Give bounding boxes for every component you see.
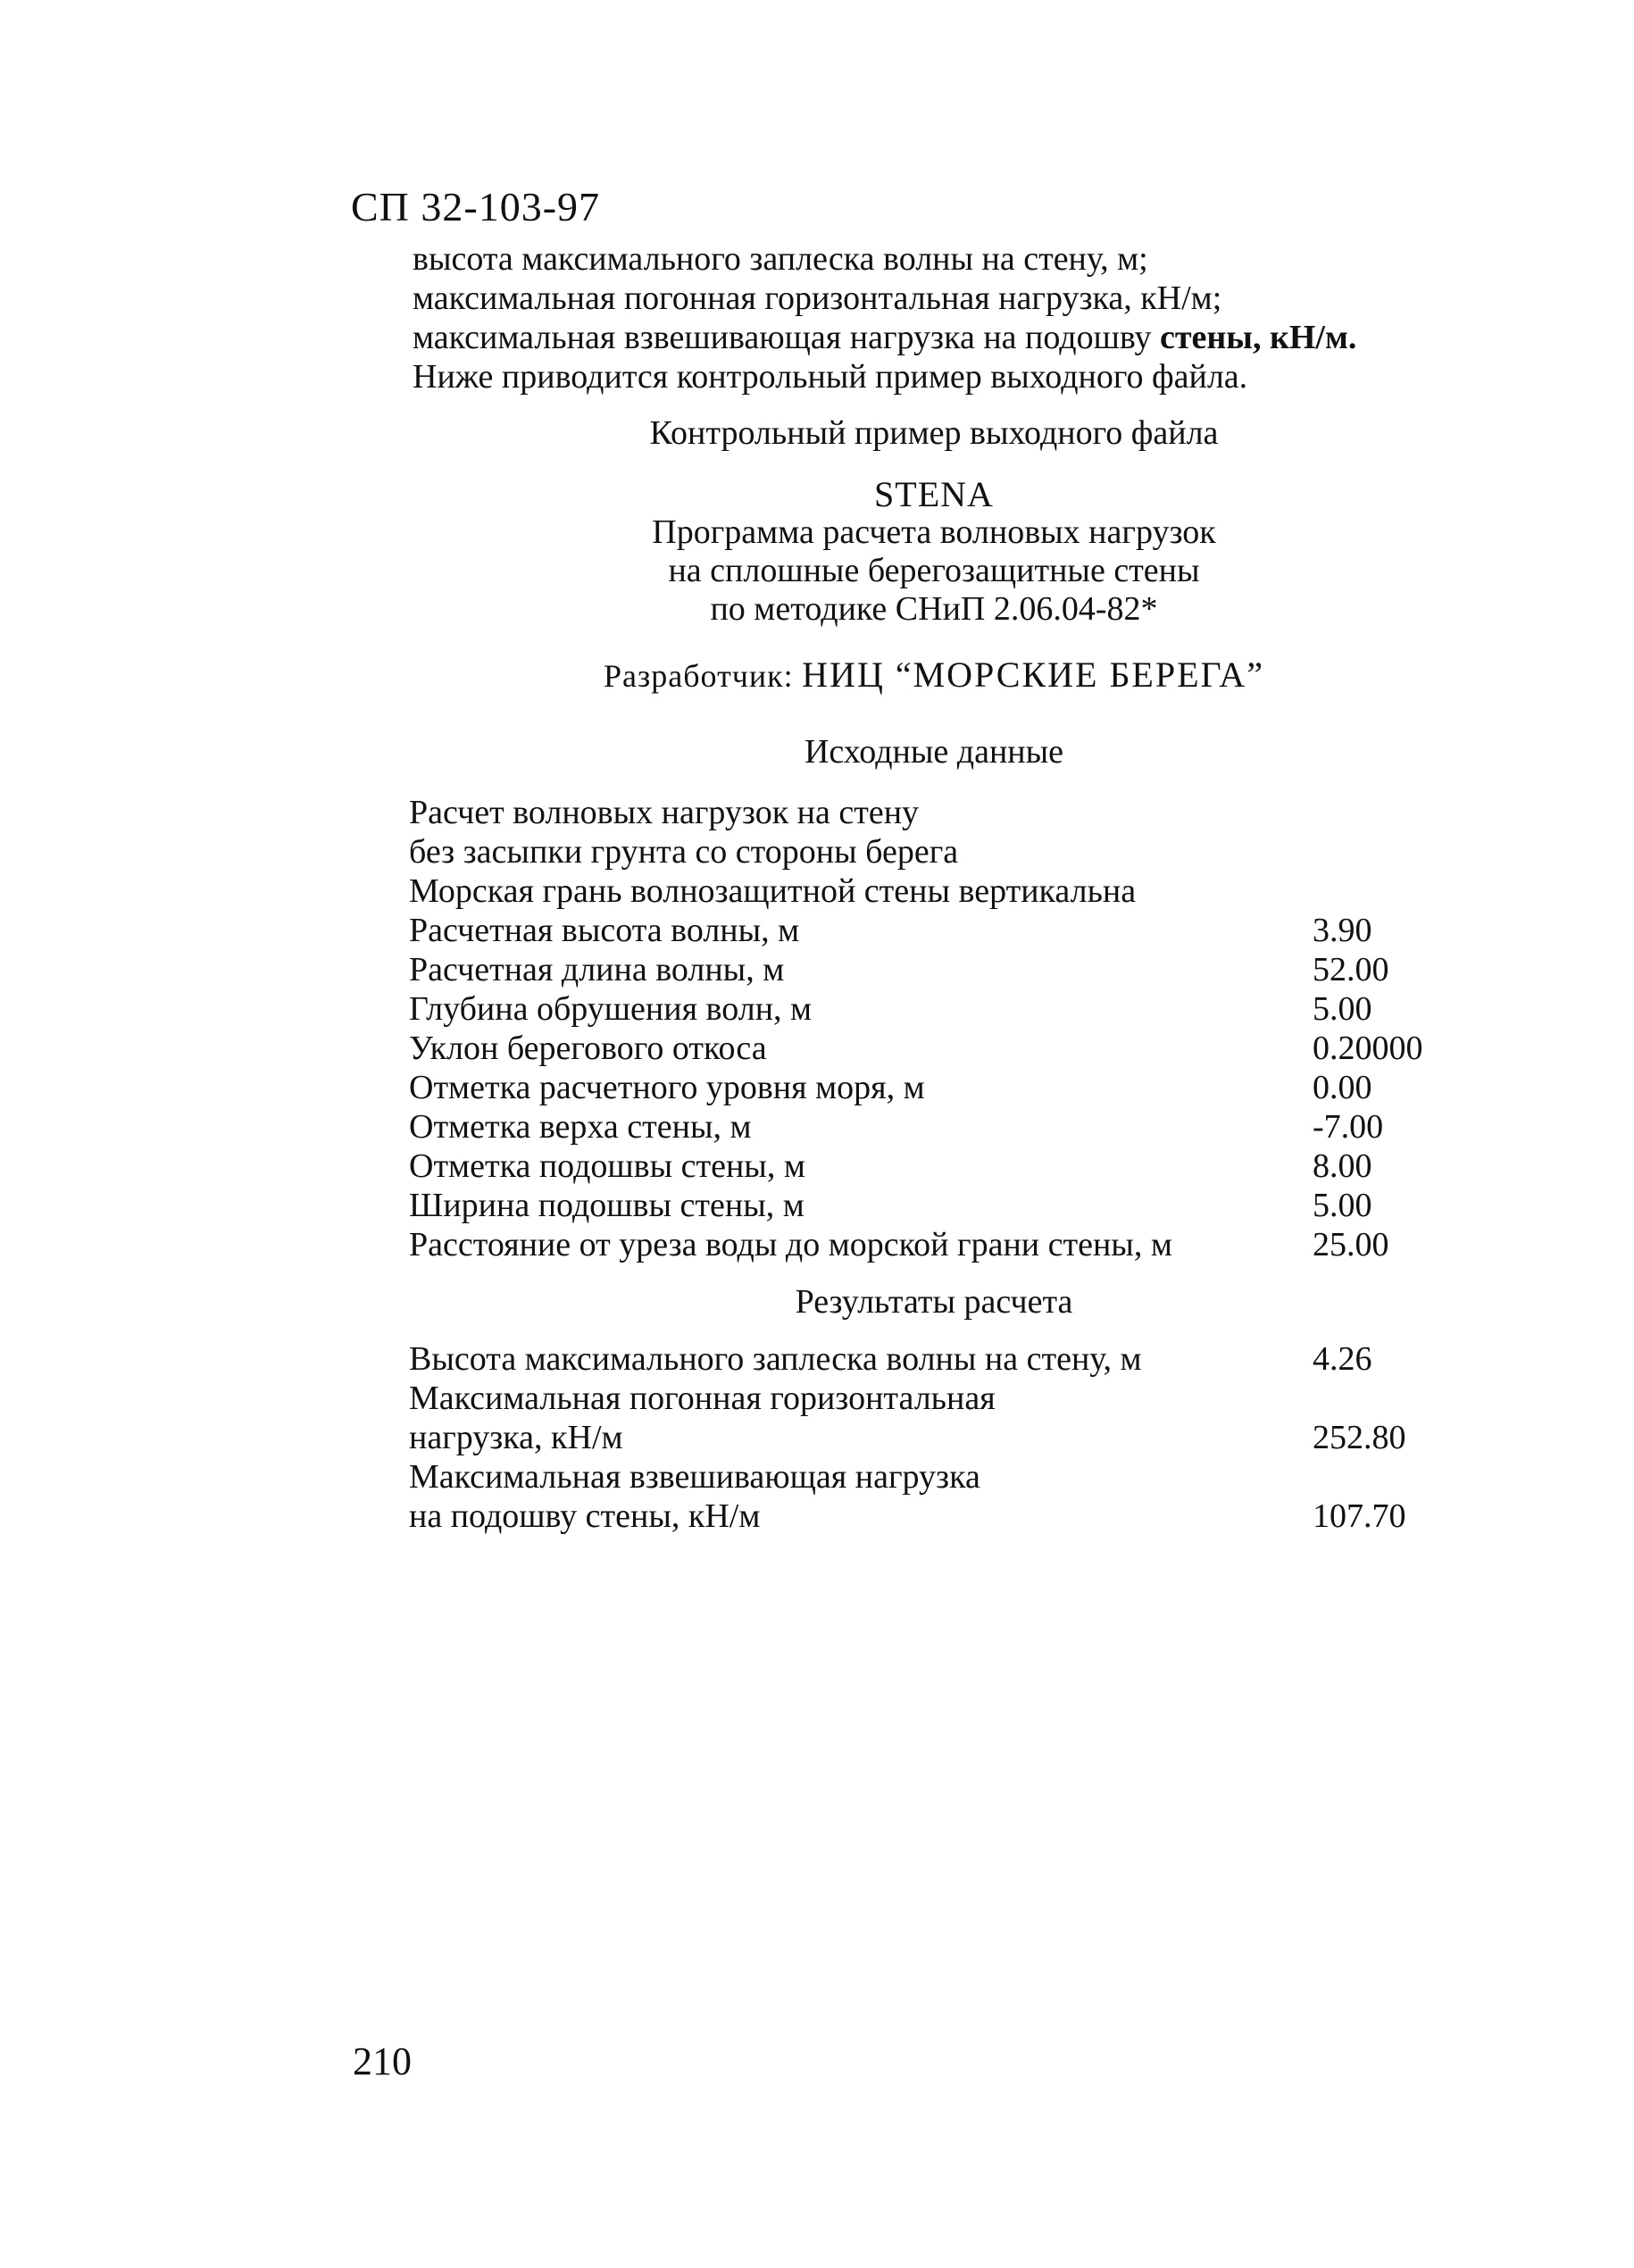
result-value: 107.70 <box>1313 1497 1406 1535</box>
result-label: Высота максимального заплеска волны на стену, м <box>409 1340 1142 1378</box>
parameter-value: 0.00 <box>1313 1069 1372 1106</box>
program-description-line: по методике СНиП 2.06.04-82* <box>710 590 1158 628</box>
parameter-value: -7.00 <box>1313 1108 1384 1146</box>
program-name: STENA <box>874 474 994 514</box>
parameter-label: Отметка подошвы стены, м <box>409 1147 805 1185</box>
parameter-value: 3.90 <box>1313 912 1372 949</box>
parameter-value: 25.00 <box>1313 1226 1389 1263</box>
intro-line: высота максимального заплеска волны на стену, м; <box>413 240 1148 278</box>
parameter-label: Расстояние от уреза воды до морской грани стены, м <box>409 1226 1172 1263</box>
developer-label: Разработчик: <box>604 658 794 694</box>
parameter-label: Глубина обрушения волн, м <box>409 990 813 1028</box>
parameter-label: Уклон берегового откоса <box>409 1030 767 1067</box>
intro-line-bold: стены, кН/м. <box>1160 319 1357 356</box>
developer-line <box>0 654 1634 696</box>
section-title: Контрольный пример выходного файла <box>649 414 1219 452</box>
result-value: 4.26 <box>1313 1340 1372 1378</box>
result-label: Максимальная взвешивающая нагрузка <box>409 1458 980 1496</box>
intro-line-text: максимальная взвешивающая нагрузка на подошву <box>413 319 1152 356</box>
parameter-label: Расчетная высота волны, м <box>409 912 800 949</box>
parameter-value: 5.00 <box>1313 990 1372 1028</box>
result-value: 252.80 <box>1313 1419 1406 1456</box>
parameter-value: 8.00 <box>1313 1147 1372 1185</box>
result-label: на подошву стены, кН/м <box>409 1497 761 1535</box>
document-code: СП 32-103-97 <box>351 184 601 229</box>
developer-org: НИЦ “МОРСКИЕ БЕРЕГА” <box>802 655 1264 695</box>
document-page: СП 32-103-97 высота максимального заплеска волны на стену, м; максимальная погонная горизонтальная нагрузка, кН/м; максимальная взвешивающая нагрузка на подошву стены, кН/м. Ниже приводится контрольный пример выходного файла. Контрольный пример выходного файла STENA Программа расчета волновых нагрузок на сплошные берегозащитные стены по методике СНиП 2.06.04-82* Разработчик: НИЦ “МОРСКИЕ БЕРЕГА” Исходные данные Расчет волновых нагрузок на стену без засыпки грунта со стороны берега Морская грань волнозащитной стены вертикальна Расчетная высота волны, м 3.90 Расчетная длина волны, м 52.00 Глубина обрушения волн, м 5.00 Уклон берегового откоса 0.20000 Отметка расчетного уровня моря, м 0.00 Отметка верха стены, м -7.00 Отметка подошвы стены, м 8.00 Ширина подошвы стены, м 5.00 Расстояние от уреза воды до морской грани стены, м 25.00 Результаты расчета Высота максимального заплеска волны на стену, м 4.26 Максимальная погонная горизонтальная нагрузка, кН/м 252.80 Максимальная взвешивающая нагрузка на подошву стены, кН/м 107.70 210 <box>0 0 1634 2268</box>
result-label: Максимальная погонная горизонтальная <box>409 1380 996 1417</box>
program-description-line: на сплошные берегозащитные стены <box>668 552 1200 589</box>
results-title: Результаты расчета <box>795 1283 1073 1321</box>
parameter-value: 52.00 <box>1313 951 1389 988</box>
program-block <box>0 475 1634 629</box>
input-title: Исходные данные <box>804 733 1064 771</box>
page-number: 210 <box>353 2039 412 2083</box>
parameter-label: Ширина подошвы стены, м <box>409 1187 804 1224</box>
parameter-value: 0.20000 <box>1313 1030 1423 1067</box>
intro-line: Ниже приводится контрольный пример выходного файла. <box>413 358 1248 396</box>
intro-paragraph <box>413 239 1538 396</box>
parameter-value: 5.00 <box>1313 1187 1372 1224</box>
result-label: нагрузка, кН/м <box>409 1419 623 1456</box>
intro-line: максимальная погонная горизонтальная нагрузка, кН/м; <box>413 279 1222 317</box>
intro-line <box>413 318 1538 357</box>
parameter-label: Отметка верха стены, м <box>409 1108 752 1146</box>
program-description-line: Программа расчета волновых нагрузок <box>652 513 1216 551</box>
parameter-label: Отметка расчетного уровня моря, м <box>409 1069 925 1106</box>
parameter-label: Расчетная длина волны, м <box>409 951 785 988</box>
